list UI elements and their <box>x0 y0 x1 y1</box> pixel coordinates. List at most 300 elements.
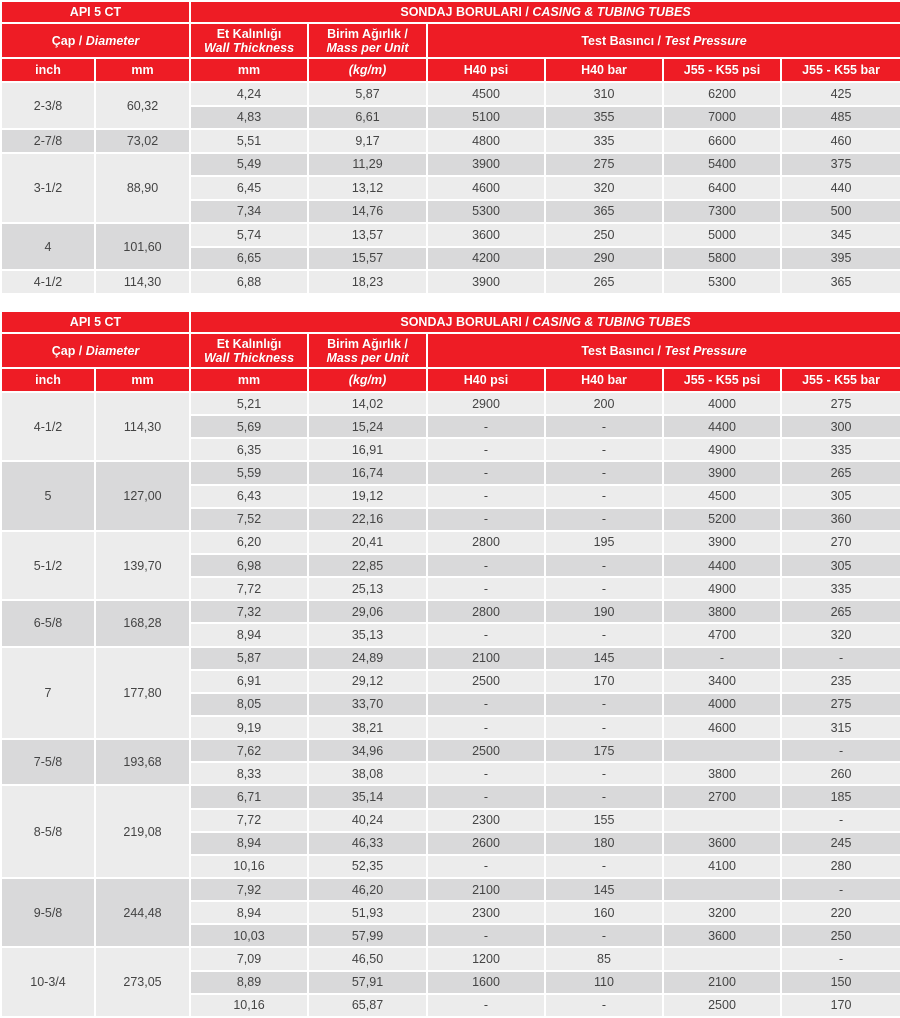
j55-k55-psi-cell: 2100 <box>664 972 782 995</box>
mass-per-unit-cell: 40,24 <box>309 810 428 833</box>
unit-wall-mm-header <box>191 369 309 393</box>
h40-bar-cell: 355 <box>546 107 664 131</box>
mass-per-unit-cell: 15,57 <box>309 248 428 272</box>
wall-thickness-cell: 5,59 <box>191 462 309 485</box>
product-label-en: CASING & TUBING TUBES <box>532 5 691 19</box>
unit-inch: inch <box>35 63 61 77</box>
header-row-units <box>2 59 900 83</box>
unit-mm-header <box>96 59 191 83</box>
mass-per-unit-cell: 38,08 <box>309 763 428 786</box>
h40-psi-cell: 2300 <box>428 810 546 833</box>
h40-psi-cell: 2500 <box>428 671 546 694</box>
test-pressure-label-en: Test Pressure <box>664 343 747 358</box>
diameter-inch-cell: 3-1/2 <box>2 154 96 225</box>
j55-k55-psi-cell <box>664 948 782 971</box>
h40-psi-cell: 3600 <box>428 224 546 248</box>
j55-k55-psi-cell: 4900 <box>664 578 782 601</box>
diameter-inch-cell: 5-1/2 <box>2 532 96 601</box>
h40-bar-cell: 195 <box>546 532 664 555</box>
j55-k55-bar-cell: 500 <box>782 201 900 225</box>
standard-label: API 5 CT <box>69 315 122 329</box>
j55-k55-psi-cell: 3900 <box>664 462 782 485</box>
wall-thickness-cell: 7,62 <box>191 740 309 763</box>
mass-per-unit-cell: 51,93 <box>309 902 428 925</box>
h40-bar-cell: 200 <box>546 393 664 416</box>
h40-bar-cell: - <box>546 509 664 532</box>
j55-k55-psi-cell: 4400 <box>664 555 782 578</box>
h40-psi-cell: 4200 <box>428 248 546 272</box>
wall-thickness-cell: 7,92 <box>191 879 309 902</box>
wall-thickness-cell: 9,19 <box>191 717 309 740</box>
diameter-inch-cell: 5 <box>2 462 96 531</box>
h40-psi-cell: 4500 <box>428 83 546 107</box>
product-header <box>191 312 900 334</box>
j55-k55-psi-cell: 7000 <box>664 107 782 131</box>
mass-per-unit-cell: 5,87 <box>309 83 428 107</box>
wall-thickness-header <box>191 24 309 59</box>
j55-k55-psi-cell: 5000 <box>664 224 782 248</box>
j55-k55-psi-cell: 3800 <box>664 601 782 624</box>
j55-k55-bar-cell: 440 <box>782 177 900 201</box>
j55-k55-psi-cell: 5200 <box>664 509 782 532</box>
diameter-mm-cell: 177,80 <box>96 648 191 741</box>
j55-k55-bar-cell: 280 <box>782 856 900 879</box>
j55-k55-psi-cell: 4500 <box>664 486 782 509</box>
diameter-label-en: Diameter <box>85 33 140 48</box>
h40-bar-cell: - <box>546 763 664 786</box>
wall-thickness-cell: 8,33 <box>191 763 309 786</box>
j55-k55-bar-cell: 185 <box>782 786 900 809</box>
table-body <box>2 393 900 1018</box>
header-row-title <box>2 2 900 24</box>
h40-psi-cell: - <box>428 624 546 647</box>
h40-psi-cell: - <box>428 486 546 509</box>
j55-k55-bar-cell: 150 <box>782 972 900 995</box>
wall-thickness-cell: 5,51 <box>191 130 309 154</box>
mass-per-unit-cell: 16,74 <box>309 462 428 485</box>
j55-k55-bar-cell: 245 <box>782 833 900 856</box>
j55-k55-bar-cell: - <box>782 810 900 833</box>
h40-psi-cell: - <box>428 786 546 809</box>
h40-psi-cell: - <box>428 439 546 462</box>
mass-per-unit-cell: 14,76 <box>309 201 428 225</box>
j55-k55-psi-cell: - <box>664 648 782 671</box>
diameter-mm-cell: 244,48 <box>96 879 191 948</box>
wall-thickness-cell: 6,45 <box>191 177 309 201</box>
h40-bar-cell: - <box>546 694 664 717</box>
h40-psi-cell: 4800 <box>428 130 546 154</box>
table-row <box>2 224 900 248</box>
h40-psi-cell: 2100 <box>428 648 546 671</box>
j55-k55-bar-cell: 275 <box>782 393 900 416</box>
mass-per-unit-cell: 18,23 <box>309 271 428 295</box>
diameter-mm-cell: 193,68 <box>96 740 191 786</box>
j55-k55-psi-cell: 4000 <box>664 393 782 416</box>
diameter-mm-cell: 168,28 <box>96 601 191 647</box>
diameter-mm-cell: 101,60 <box>96 224 191 271</box>
unit-kg-per-m: (kg/m) <box>348 373 387 387</box>
unit-inch-header <box>2 59 96 83</box>
j55-k55-psi-cell: 3800 <box>664 763 782 786</box>
h40-bar-cell: - <box>546 624 664 647</box>
mass-per-unit-cell: 33,70 <box>309 694 428 717</box>
table-row <box>2 271 900 295</box>
diameter-header <box>2 334 191 369</box>
wall-thickness-cell: 10,16 <box>191 856 309 879</box>
table-row <box>2 948 900 971</box>
mass-per-unit-cell: 46,33 <box>309 833 428 856</box>
h40-bar-cell: - <box>546 416 664 439</box>
j55-k55-psi-cell: 3400 <box>664 671 782 694</box>
h40-bar-cell: 310 <box>546 83 664 107</box>
table-row <box>2 879 900 902</box>
h40-bar-cell: 145 <box>546 879 664 902</box>
table-body <box>2 83 900 295</box>
h40-psi-cell: 2900 <box>428 393 546 416</box>
h40-psi-cell: - <box>428 925 546 948</box>
mass-per-unit-cell: 16,91 <box>309 439 428 462</box>
h40-bar-cell: 110 <box>546 972 664 995</box>
h40-bar-cell: - <box>546 856 664 879</box>
unit-kg-per-m-header <box>309 59 428 83</box>
unit-mm: mm <box>131 373 154 387</box>
diameter-mm-cell: 73,02 <box>96 130 191 154</box>
table-row <box>2 83 900 107</box>
mass-per-unit-cell: 13,12 <box>309 177 428 201</box>
diameter-inch-cell: 4-1/2 <box>2 393 96 462</box>
j55-k55-bar-cell: 270 <box>782 532 900 555</box>
unit-wall-mm: mm <box>237 63 261 77</box>
j55-k55-psi-cell <box>664 740 782 763</box>
j55-k55-bar-cell: 300 <box>782 416 900 439</box>
mass-per-unit-cell: 24,89 <box>309 648 428 671</box>
unit-inch-header <box>2 369 96 393</box>
unit-wall-mm: mm <box>237 373 261 387</box>
diameter-inch-cell: 4-1/2 <box>2 271 96 295</box>
wall-thickness-cell: 5,21 <box>191 393 309 416</box>
diameter-inch-cell: 4 <box>2 224 96 271</box>
unit-j55-k55-bar-header <box>782 59 900 83</box>
wall-thickness-cell: 8,94 <box>191 833 309 856</box>
wall-thickness-cell: 6,35 <box>191 439 309 462</box>
j55-k55-bar-cell: 265 <box>782 462 900 485</box>
test-pressure-header <box>428 24 900 59</box>
wall-thickness-cell: 6,43 <box>191 486 309 509</box>
h40-bar-cell: 175 <box>546 740 664 763</box>
unit-h40-bar-header <box>546 59 664 83</box>
h40-psi-cell: - <box>428 555 546 578</box>
diameter-inch-cell: 10-3/4 <box>2 948 96 1017</box>
table-header <box>2 2 900 83</box>
h40-psi-cell: 4600 <box>428 177 546 201</box>
j55-k55-bar-cell: - <box>782 948 900 971</box>
wall-thickness-cell: 6,98 <box>191 555 309 578</box>
mass-per-unit-label-tr: Birim Ağırlık / <box>327 336 408 351</box>
j55-k55-bar-cell: 260 <box>782 763 900 786</box>
h40-bar-cell: 365 <box>546 201 664 225</box>
unit-h40-bar: H40 bar <box>581 373 627 387</box>
h40-bar-cell: 265 <box>546 271 664 295</box>
standard-header <box>2 312 191 334</box>
j55-k55-bar-cell: 365 <box>782 271 900 295</box>
wall-thickness-cell: 6,71 <box>191 786 309 809</box>
j55-k55-psi-cell: 6600 <box>664 130 782 154</box>
table-row <box>2 462 900 485</box>
diameter-mm-cell: 114,30 <box>96 271 191 295</box>
test-pressure-header <box>428 334 900 369</box>
mass-per-unit-cell: 46,50 <box>309 948 428 971</box>
wall-thickness-cell: 6,65 <box>191 248 309 272</box>
j55-k55-bar-cell: 315 <box>782 717 900 740</box>
diameter-inch-cell: 8-5/8 <box>2 786 96 879</box>
j55-k55-bar-cell: 360 <box>782 509 900 532</box>
mass-per-unit-cell: 14,02 <box>309 393 428 416</box>
unit-j55-k55-psi-header <box>664 59 782 83</box>
j55-k55-psi-cell: 4900 <box>664 439 782 462</box>
h40-bar-cell: - <box>546 925 664 948</box>
diameter-label-tr: Çap / <box>51 33 86 48</box>
j55-k55-psi-cell: 7300 <box>664 201 782 225</box>
h40-bar-cell: - <box>546 439 664 462</box>
table-row <box>2 393 900 416</box>
header-row-title <box>2 312 900 334</box>
wall-thickness-cell: 8,89 <box>191 972 309 995</box>
j55-k55-psi-cell: 3600 <box>664 833 782 856</box>
wall-thickness-cell: 8,94 <box>191 902 309 925</box>
j55-k55-bar-cell: - <box>782 879 900 902</box>
wall-thickness-cell: 7,72 <box>191 810 309 833</box>
j55-k55-bar-cell: 425 <box>782 83 900 107</box>
h40-psi-cell: 2600 <box>428 833 546 856</box>
j55-k55-bar-cell: 265 <box>782 601 900 624</box>
h40-psi-cell: 3900 <box>428 154 546 178</box>
diameter-inch-cell: 2-7/8 <box>2 130 96 154</box>
unit-h40-psi: H40 psi <box>463 373 509 387</box>
h40-psi-cell: - <box>428 416 546 439</box>
h40-bar-cell: 180 <box>546 833 664 856</box>
j55-k55-bar-cell: - <box>782 648 900 671</box>
j55-k55-bar-cell: 275 <box>782 694 900 717</box>
j55-k55-bar-cell: 250 <box>782 925 900 948</box>
h40-psi-cell: - <box>428 856 546 879</box>
header-row-groups <box>2 24 900 59</box>
diameter-inch-cell: 6-5/8 <box>2 601 96 647</box>
h40-bar-cell: - <box>546 486 664 509</box>
wall-thickness-cell: 6,20 <box>191 532 309 555</box>
mass-per-unit-cell: 20,41 <box>309 532 428 555</box>
j55-k55-psi-cell: 5400 <box>664 154 782 178</box>
mass-per-unit-cell: 9,17 <box>309 130 428 154</box>
j55-k55-psi-cell: 4400 <box>664 416 782 439</box>
wall-thickness-cell: 7,34 <box>191 201 309 225</box>
h40-bar-cell: 335 <box>546 130 664 154</box>
wall-thickness-cell: 6,88 <box>191 271 309 295</box>
h40-bar-cell: 170 <box>546 671 664 694</box>
h40-psi-cell: - <box>428 509 546 532</box>
mass-per-unit-cell: 34,96 <box>309 740 428 763</box>
unit-j55-k55-psi-header <box>664 369 782 393</box>
mass-per-unit-cell: 6,61 <box>309 107 428 131</box>
j55-k55-psi-cell: 6200 <box>664 83 782 107</box>
h40-psi-cell: 2100 <box>428 879 546 902</box>
wall-thickness-cell: 5,69 <box>191 416 309 439</box>
wall-thickness-cell: 5,74 <box>191 224 309 248</box>
j55-k55-psi-cell: 4600 <box>664 717 782 740</box>
mass-per-unit-label-tr: Birim Ağırlık / <box>327 26 408 41</box>
unit-mm: mm <box>131 63 154 77</box>
mass-per-unit-cell: 15,24 <box>309 416 428 439</box>
j55-k55-bar-cell: - <box>782 740 900 763</box>
h40-bar-cell: 250 <box>546 224 664 248</box>
test-pressure-label-en: Test Pressure <box>664 33 747 48</box>
j55-k55-bar-cell: 335 <box>782 439 900 462</box>
unit-h40-psi: H40 psi <box>463 63 509 77</box>
mass-per-unit-cell: 13,57 <box>309 224 428 248</box>
h40-psi-cell: 1600 <box>428 972 546 995</box>
mass-per-unit-cell: 11,29 <box>309 154 428 178</box>
h40-bar-cell: - <box>546 578 664 601</box>
table-row <box>2 601 900 624</box>
mass-per-unit-header <box>309 24 428 59</box>
j55-k55-psi-cell: 5300 <box>664 271 782 295</box>
mass-per-unit-cell: 29,06 <box>309 601 428 624</box>
wall-thickness-cell: 10,16 <box>191 995 309 1018</box>
wall-thickness-header <box>191 334 309 369</box>
unit-j55-k55-psi: J55 - K55 psi <box>683 373 761 387</box>
mass-per-unit-cell: 29,12 <box>309 671 428 694</box>
unit-j55-k55-bar: J55 - K55 bar <box>802 63 880 77</box>
product-label-tr: SONDAJ BORULARI / <box>400 5 533 19</box>
j55-k55-psi-cell: 5800 <box>664 248 782 272</box>
j55-k55-bar-cell: 485 <box>782 107 900 131</box>
test-pressure-label-tr: Test Basıncı / <box>581 343 665 358</box>
diameter-label-en: Diameter <box>85 343 140 358</box>
table-row <box>2 740 900 763</box>
h40-psi-cell: 2800 <box>428 601 546 624</box>
h40-psi-cell: - <box>428 995 546 1018</box>
unit-j55-k55-bar-header <box>782 369 900 393</box>
h40-psi-cell: 5300 <box>428 201 546 225</box>
diameter-inch-cell: 7-5/8 <box>2 740 96 786</box>
diameter-mm-cell: 88,90 <box>96 154 191 225</box>
mass-per-unit-cell: 22,85 <box>309 555 428 578</box>
header-row-groups <box>2 334 900 369</box>
j55-k55-bar-cell: 460 <box>782 130 900 154</box>
h40-bar-cell: 160 <box>546 902 664 925</box>
h40-bar-cell: 320 <box>546 177 664 201</box>
mass-per-unit-cell: 46,20 <box>309 879 428 902</box>
h40-bar-cell: 275 <box>546 154 664 178</box>
j55-k55-bar-cell: 170 <box>782 995 900 1018</box>
j55-k55-bar-cell: 305 <box>782 486 900 509</box>
unit-j55-k55-psi: J55 - K55 psi <box>683 63 761 77</box>
diameter-inch-cell: 9-5/8 <box>2 879 96 948</box>
j55-k55-psi-cell <box>664 810 782 833</box>
wall-thickness-cell: 5,87 <box>191 648 309 671</box>
unit-h40-bar-header <box>546 369 664 393</box>
mass-per-unit-cell: 35,13 <box>309 624 428 647</box>
j55-k55-psi-cell: 3200 <box>664 902 782 925</box>
j55-k55-bar-cell: 335 <box>782 578 900 601</box>
wall-thickness-cell: 8,05 <box>191 694 309 717</box>
test-pressure-label-tr: Test Basıncı / <box>581 33 665 48</box>
h40-psi-cell: - <box>428 763 546 786</box>
unit-j55-k55-bar: J55 - K55 bar <box>802 373 880 387</box>
h40-psi-cell: 3900 <box>428 271 546 295</box>
wall-thickness-label-tr: Et Kalınlığı <box>216 26 282 41</box>
casing-tubing-table-2 <box>2 312 900 1018</box>
j55-k55-bar-cell: 305 <box>782 555 900 578</box>
wall-thickness-label-en: Wall Thickness <box>203 40 295 55</box>
h40-bar-cell: 190 <box>546 601 664 624</box>
mass-per-unit-label-en: Mass per Unit <box>326 40 409 55</box>
h40-bar-cell: - <box>546 717 664 740</box>
diameter-inch-cell: 2-3/8 <box>2 83 96 130</box>
h40-bar-cell: 145 <box>546 648 664 671</box>
h40-bar-cell: 155 <box>546 810 664 833</box>
wall-thickness-cell: 7,52 <box>191 509 309 532</box>
j55-k55-bar-cell: 345 <box>782 224 900 248</box>
diameter-inch-cell: 7 <box>2 648 96 741</box>
wall-thickness-cell: 10,03 <box>191 925 309 948</box>
h40-psi-cell: - <box>428 462 546 485</box>
unit-wall-mm-header <box>191 59 309 83</box>
j55-k55-psi-cell <box>664 879 782 902</box>
table-row <box>2 130 900 154</box>
standard-header <box>2 2 191 24</box>
diameter-mm-cell: 127,00 <box>96 462 191 531</box>
product-header <box>191 2 900 24</box>
j55-k55-psi-cell: 3900 <box>664 532 782 555</box>
table-row <box>2 786 900 809</box>
diameter-label-tr: Çap / <box>51 343 86 358</box>
h40-bar-cell: 85 <box>546 948 664 971</box>
h40-psi-cell: - <box>428 694 546 717</box>
unit-mm-header <box>96 369 191 393</box>
wall-thickness-cell: 4,83 <box>191 107 309 131</box>
h40-bar-cell: - <box>546 786 664 809</box>
h40-psi-cell: - <box>428 717 546 740</box>
unit-kg-per-m-header <box>309 369 428 393</box>
wall-thickness-cell: 4,24 <box>191 83 309 107</box>
h40-psi-cell: - <box>428 578 546 601</box>
mass-per-unit-cell: 35,14 <box>309 786 428 809</box>
diameter-header <box>2 24 191 59</box>
j55-k55-bar-cell: 395 <box>782 248 900 272</box>
table-row <box>2 648 900 671</box>
table-row <box>2 532 900 555</box>
diameter-mm-cell: 114,30 <box>96 393 191 462</box>
table-row <box>2 154 900 178</box>
wall-thickness-cell: 7,72 <box>191 578 309 601</box>
h40-bar-cell: - <box>546 995 664 1018</box>
wall-thickness-cell: 7,32 <box>191 601 309 624</box>
j55-k55-psi-cell: 6400 <box>664 177 782 201</box>
header-row-units <box>2 369 900 393</box>
unit-inch: inch <box>35 373 61 387</box>
mass-per-unit-cell: 57,99 <box>309 925 428 948</box>
mass-per-unit-cell: 65,87 <box>309 995 428 1018</box>
unit-h40-psi-header <box>428 59 546 83</box>
j55-k55-bar-cell: 235 <box>782 671 900 694</box>
h40-psi-cell: 5100 <box>428 107 546 131</box>
j55-k55-psi-cell: 4000 <box>664 694 782 717</box>
casing-tubing-table-1 <box>2 2 900 295</box>
mass-per-unit-cell: 22,16 <box>309 509 428 532</box>
j55-k55-psi-cell: 2700 <box>664 786 782 809</box>
mass-per-unit-cell: 38,21 <box>309 717 428 740</box>
j55-k55-bar-cell: 220 <box>782 902 900 925</box>
